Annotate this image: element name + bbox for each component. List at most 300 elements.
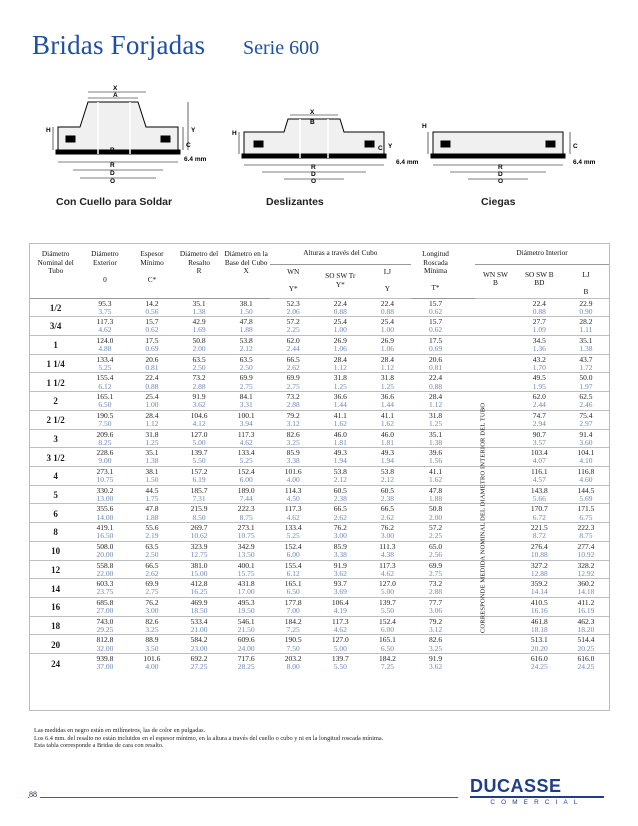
value-inch: 6.12 [98, 381, 112, 391]
cell-o [81, 354, 128, 373]
cell-bd [516, 560, 563, 579]
value-inch: 1.62 [333, 419, 347, 429]
value-mm: 609.6 [237, 635, 255, 645]
value-mm: 558.8 [96, 560, 114, 570]
cell-t [411, 410, 460, 429]
value-mm: 203.2 [284, 654, 302, 664]
cell-c [128, 335, 175, 354]
label-y2: Y [388, 143, 393, 150]
nominal-size-cell: 1/2 [30, 298, 81, 317]
value-mm: 400.1 [237, 560, 255, 570]
empty-cell [460, 504, 475, 523]
value-inch: 5.25 [98, 362, 112, 372]
header-inner-lj: LJ B [582, 269, 590, 296]
cell-bd [516, 635, 563, 654]
page-title: Bridas Forjadas [32, 30, 206, 60]
value-inch: 2.88 [428, 587, 443, 597]
cell-wn [270, 448, 317, 467]
value-inch: 17.00 [237, 587, 255, 597]
cell-lj [364, 317, 411, 336]
value-inch: 2.56 [428, 550, 443, 560]
value-inch: 3.00 [380, 531, 394, 541]
value-inch: 2.62 [333, 512, 347, 522]
cell-lj [364, 392, 411, 411]
value-mm: 170.7 [530, 504, 548, 514]
cell-so [317, 448, 364, 467]
table-row [30, 448, 609, 467]
value-inch: 3.38 [333, 550, 347, 560]
value-mm: 26.9 [380, 335, 394, 345]
value-mm: 84.1 [239, 392, 253, 402]
cell-c [128, 429, 175, 448]
value-inch: 3.25 [145, 624, 159, 634]
value-inch: 2.50 [239, 362, 253, 372]
cell-x [223, 504, 270, 523]
value-mm: 69.9 [428, 560, 443, 570]
cell-so [317, 504, 364, 523]
cell-blj [563, 598, 609, 617]
cell-wn [270, 466, 317, 485]
value-inch: 0.81 [145, 362, 159, 372]
cell-bd [516, 523, 563, 542]
value-mm: 419.1 [96, 523, 114, 533]
value-mm: 717.6 [237, 654, 255, 664]
cell-r [176, 448, 223, 467]
cell-blj [563, 354, 609, 373]
value-mm: 184.2 [378, 654, 396, 664]
label-o2: O [311, 178, 317, 185]
value-inch: 22.00 [96, 568, 114, 578]
cell-wn [270, 616, 317, 635]
table-row [30, 654, 609, 673]
value-mm: 85.9 [333, 541, 347, 551]
header-inner-wnsw: WN SW B [482, 269, 508, 288]
value-mm: 46.0 [380, 429, 394, 439]
header-inner-sosw: SO SW B BD [524, 269, 554, 288]
label-o: O [110, 178, 116, 185]
value-inch: 7.31 [192, 493, 206, 503]
value-inch: 1.88 [428, 493, 443, 503]
value-inch: 12.75 [190, 550, 208, 560]
cell-x [223, 429, 270, 448]
value-inch: 4.88 [98, 344, 112, 354]
value-inch: 1.56 [428, 456, 443, 466]
nominal-size-cell: 24 [30, 654, 81, 673]
value-mm: 25.4 [333, 317, 347, 327]
table-body [30, 298, 609, 672]
value-mm: 79.2 [428, 616, 443, 626]
value-mm: 276.4 [530, 541, 548, 551]
cell-r [176, 523, 223, 542]
cell-wn [270, 373, 317, 392]
value-mm: 269.7 [190, 523, 208, 533]
value-mm: 127.0 [331, 635, 349, 645]
cell-c [128, 504, 175, 523]
header-hub-group: Alturas a través del Cubo [270, 244, 411, 264]
note-1: Las medidas en negro están en milímetros, las de color en pulgadas. [34, 727, 206, 734]
cell-c [128, 410, 175, 429]
table-row [30, 485, 609, 504]
cell-lj [364, 335, 411, 354]
cell-so [317, 373, 364, 392]
value-mm: 95.3 [98, 298, 112, 308]
table-row [30, 373, 609, 392]
value-mm: 49.5 [532, 373, 546, 383]
value-inch: 2.75 [239, 381, 253, 391]
value-inch: 1.62 [380, 419, 394, 429]
value-inch: 1.81 [380, 437, 394, 447]
value-mm: 73.2 [286, 392, 300, 402]
value-mm: 533.4 [190, 616, 208, 626]
nominal-size-cell: 3 [30, 429, 81, 448]
value-mm: 35.1 [192, 298, 206, 308]
value-mm: 103.4 [530, 448, 548, 458]
cell-x [223, 654, 270, 673]
cell-x [223, 485, 270, 504]
value-mm: 49.3 [380, 448, 394, 458]
value-mm: 82.6 [286, 429, 300, 439]
cell-r [176, 354, 223, 373]
table-row [30, 541, 609, 560]
value-inch: 0.88 [333, 306, 347, 316]
value-mm: 462.3 [577, 616, 595, 626]
value-inch: 3.60 [579, 437, 593, 447]
value-inch: 8.75 [239, 512, 253, 522]
value-inch: 1.12 [380, 362, 394, 372]
value-mm: 165.1 [96, 392, 114, 402]
cell-c [128, 635, 175, 654]
value-mm: 411.2 [577, 598, 595, 607]
value-inch: 1.44 [333, 400, 347, 410]
value-mm: 124.0 [96, 335, 114, 345]
value-mm: 63.5 [239, 354, 253, 364]
value-inch: 0.90 [579, 306, 593, 316]
cell-r [176, 579, 223, 598]
value-mm: 77.7 [428, 598, 443, 607]
header-outer: Diámetro Exterior 0 [81, 244, 128, 298]
value-mm: 60.5 [333, 485, 347, 495]
value-inch: 1.50 [239, 306, 253, 316]
cell-o [81, 485, 128, 504]
value-mm: 117.3 [96, 317, 114, 327]
label-mm3: 6.4 mm [573, 159, 596, 166]
value-mm: 15.7 [428, 317, 443, 327]
value-inch: 6.00 [380, 624, 394, 634]
value-inch: 2.19 [145, 531, 159, 541]
value-inch: 7.25 [286, 624, 300, 634]
value-inch: 5.50 [380, 606, 394, 616]
value-mm: 100.1 [237, 410, 255, 420]
table-row [30, 354, 609, 373]
cell-so [317, 579, 364, 598]
value-mm: 27.7 [532, 317, 546, 327]
empty-cell [460, 335, 475, 354]
cell-r [176, 429, 223, 448]
value-inch: 2.62 [145, 568, 159, 578]
cell-bd [516, 429, 563, 448]
value-inch: 1.00 [145, 400, 159, 410]
table-row [30, 298, 609, 317]
value-inch: 6.00 [286, 550, 300, 560]
value-inch: 19.50 [237, 606, 255, 616]
cell-wn [270, 523, 317, 542]
value-inch: 21.50 [237, 624, 255, 634]
cell-x [223, 298, 270, 317]
value-inch: 13.50 [237, 550, 255, 560]
cell-x [223, 466, 270, 485]
value-inch: 7.50 [286, 643, 300, 653]
value-mm: 508.0 [96, 541, 114, 551]
cell-wn [270, 335, 317, 354]
value-mm: 152.4 [284, 541, 302, 551]
value-mm: 20.6 [145, 354, 159, 364]
cell-wn [270, 392, 317, 411]
value-mm: 222.3 [577, 523, 595, 533]
cell-blj [563, 448, 609, 467]
value-mm: 155.4 [284, 560, 302, 570]
value-mm: 117.3 [379, 560, 396, 570]
value-mm: 63.5 [145, 541, 159, 551]
cell-blj [563, 579, 609, 598]
value-inch: 4.62 [98, 325, 112, 335]
cell-r [176, 598, 223, 617]
table-row [30, 429, 609, 448]
value-mm: 22.4 [532, 298, 546, 308]
cell-so [317, 560, 364, 579]
cell-so [317, 654, 364, 673]
empty-cell [460, 560, 475, 579]
inner-diameter-vertical-note: CORRESPONDE MEDIDA NOMINAL DEL DIAMETRO INTERIOR DEL TUBO [479, 402, 487, 634]
value-mm: 812.8 [96, 635, 114, 645]
value-inch: 0.88 [532, 306, 546, 316]
value-mm: 117.3 [331, 616, 349, 626]
cell-c [128, 392, 175, 411]
cell-bd [516, 354, 563, 373]
value-inch: 3.25 [286, 437, 300, 447]
label-o3: O [498, 178, 504, 185]
value-inch: 1.25 [380, 381, 394, 391]
value-inch: 16.19 [577, 606, 595, 616]
cell-wn [270, 354, 317, 373]
empty-cell [460, 448, 475, 467]
header-sosw: SO SW Tr Y* [325, 271, 356, 289]
value-inch: 13.00 [96, 493, 114, 503]
value-mm: 152.4 [237, 466, 255, 476]
cell-x [223, 354, 270, 373]
value-inch: 1.88 [239, 325, 253, 335]
cell-o [81, 298, 128, 317]
value-inch: 1.38 [579, 344, 593, 354]
value-inch: 7.44 [239, 493, 253, 503]
cell-x [223, 373, 270, 392]
cell-bd [516, 298, 563, 317]
value-inch: 32.00 [96, 643, 114, 653]
cell-lj [364, 504, 411, 523]
value-inch: 0.81 [428, 362, 443, 372]
cell-o [81, 392, 128, 411]
value-mm: 62.5 [579, 392, 593, 402]
table-row [30, 504, 609, 523]
value-inch: 5.50 [192, 456, 206, 466]
value-mm: 14.2 [145, 298, 159, 308]
dimensions-table [30, 244, 609, 672]
value-mm: 28.4 [380, 354, 394, 364]
value-mm: 53.8 [380, 466, 394, 476]
value-inch: 1.11 [579, 325, 593, 335]
value-mm: 685.8 [96, 598, 114, 607]
value-inch: 1.38 [192, 306, 206, 316]
value-mm: 104.1 [577, 448, 595, 458]
value-inch: 2.25 [286, 325, 300, 335]
cell-wn [270, 298, 317, 317]
value-inch: 5.25 [286, 531, 300, 541]
value-mm: 22.4 [380, 298, 394, 308]
value-mm: 116.8 [577, 466, 595, 476]
value-mm: 127.0 [378, 579, 396, 589]
value-inch: 28.25 [237, 662, 255, 672]
value-inch: 1.95 [532, 381, 546, 391]
value-mm: 63.5 [192, 354, 206, 364]
cell-bd [516, 504, 563, 523]
cell-r [176, 541, 223, 560]
cell-t [411, 373, 460, 392]
page-number: 88 [29, 790, 40, 799]
cell-o [81, 541, 128, 560]
cell-c [128, 579, 175, 598]
cell-so [317, 298, 364, 317]
value-mm: 171.5 [577, 504, 595, 514]
value-inch: 0.62 [428, 325, 443, 335]
value-inch: 18.18 [530, 624, 548, 634]
cell-lj [364, 466, 411, 485]
value-inch: 1.06 [380, 344, 394, 354]
value-mm: 221.5 [530, 523, 548, 533]
value-mm: 15.7 [145, 317, 159, 327]
value-mm: 49.3 [333, 448, 347, 458]
value-mm: 327.2 [530, 560, 548, 570]
value-inch: 4.00 [145, 662, 159, 672]
value-mm: 185.7 [190, 485, 208, 495]
value-inch: 24.00 [237, 643, 255, 653]
value-mm: 117.3 [237, 429, 255, 439]
cell-blj [563, 654, 609, 673]
value-inch: 10.92 [577, 550, 595, 560]
cell-lj [364, 523, 411, 542]
cell-blj [563, 335, 609, 354]
empty-cell [460, 317, 475, 336]
value-inch: 8.00 [286, 662, 300, 672]
cell-x [223, 335, 270, 354]
value-inch: 2.62 [286, 362, 300, 372]
cell-bd [516, 598, 563, 617]
cell-so [317, 354, 364, 373]
value-inch: 4.10 [579, 456, 593, 466]
value-inch: 2.00 [428, 512, 443, 522]
value-inch: 4.38 [380, 550, 394, 560]
value-inch: 2.75 [428, 568, 443, 578]
value-inch: 0.88 [428, 381, 443, 391]
cell-t [411, 541, 460, 560]
value-inch: 6.12 [286, 568, 300, 578]
value-mm: 93.7 [333, 579, 347, 589]
value-inch: 2.62 [380, 512, 394, 522]
cell-x [223, 560, 270, 579]
value-mm: 57.2 [286, 317, 300, 327]
value-mm: 90.7 [532, 429, 546, 439]
cell-bd [516, 335, 563, 354]
value-mm: 116.1 [531, 466, 548, 476]
value-inch: 2.12 [333, 475, 347, 485]
value-mm: 74.7 [532, 410, 546, 420]
cell-bd [516, 448, 563, 467]
value-inch: 4.57 [532, 475, 546, 485]
cell-r [176, 410, 223, 429]
value-inch: 14.14 [530, 587, 548, 597]
value-mm: 495.3 [237, 598, 255, 607]
nominal-size-cell: 16 [30, 598, 81, 617]
value-mm: 52.3 [286, 298, 300, 308]
cell-t [411, 654, 460, 673]
value-mm: 155.4 [96, 373, 114, 383]
value-inch: 29.25 [96, 624, 114, 634]
value-inch: 3.62 [192, 400, 206, 410]
value-mm: 360.2 [577, 579, 595, 589]
cell-so [317, 541, 364, 560]
value-inch: 1.62 [428, 475, 443, 485]
value-mm: 66.5 [380, 504, 394, 514]
value-mm: 91.9 [333, 560, 347, 570]
value-mm: 101.6 [284, 466, 302, 476]
value-mm: 165.1 [284, 579, 302, 589]
value-inch: 10.75 [96, 475, 114, 485]
value-mm: 273.1 [237, 523, 255, 533]
cell-lj [364, 429, 411, 448]
value-mm: 328.2 [577, 560, 595, 570]
value-mm: 25.4 [145, 392, 159, 402]
value-inch: 2.38 [380, 493, 394, 503]
value-mm: 22.4 [428, 373, 443, 383]
label-d3: D [498, 171, 503, 178]
empty-cell [460, 298, 475, 317]
value-mm: 692.2 [190, 654, 208, 664]
value-mm: 91.9 [428, 654, 443, 664]
value-mm: 41.1 [428, 466, 443, 476]
cell-r [176, 466, 223, 485]
value-mm: 44.5 [145, 485, 159, 495]
value-mm: 165.1 [378, 635, 396, 645]
value-mm: 76.2 [333, 523, 347, 533]
value-inch: 0.88 [380, 306, 394, 316]
cell-c [128, 448, 175, 467]
cell-o [81, 560, 128, 579]
cell-so [317, 335, 364, 354]
value-inch: 1.81 [333, 437, 347, 447]
value-inch: 3.00 [145, 606, 159, 616]
cell-blj [563, 429, 609, 448]
value-mm: 47.8 [239, 317, 253, 327]
value-inch: 23.00 [190, 643, 208, 653]
value-inch: 6.50 [98, 400, 112, 410]
dimensions-table-container [29, 243, 610, 711]
value-inch: 0.69 [145, 344, 159, 354]
cell-r [176, 504, 223, 523]
table-row [30, 560, 609, 579]
value-mm: 616.0 [530, 654, 548, 664]
cell-r [176, 335, 223, 354]
label-c2: C [378, 145, 383, 152]
cell-t [411, 523, 460, 542]
value-mm: 133.4 [96, 354, 114, 364]
